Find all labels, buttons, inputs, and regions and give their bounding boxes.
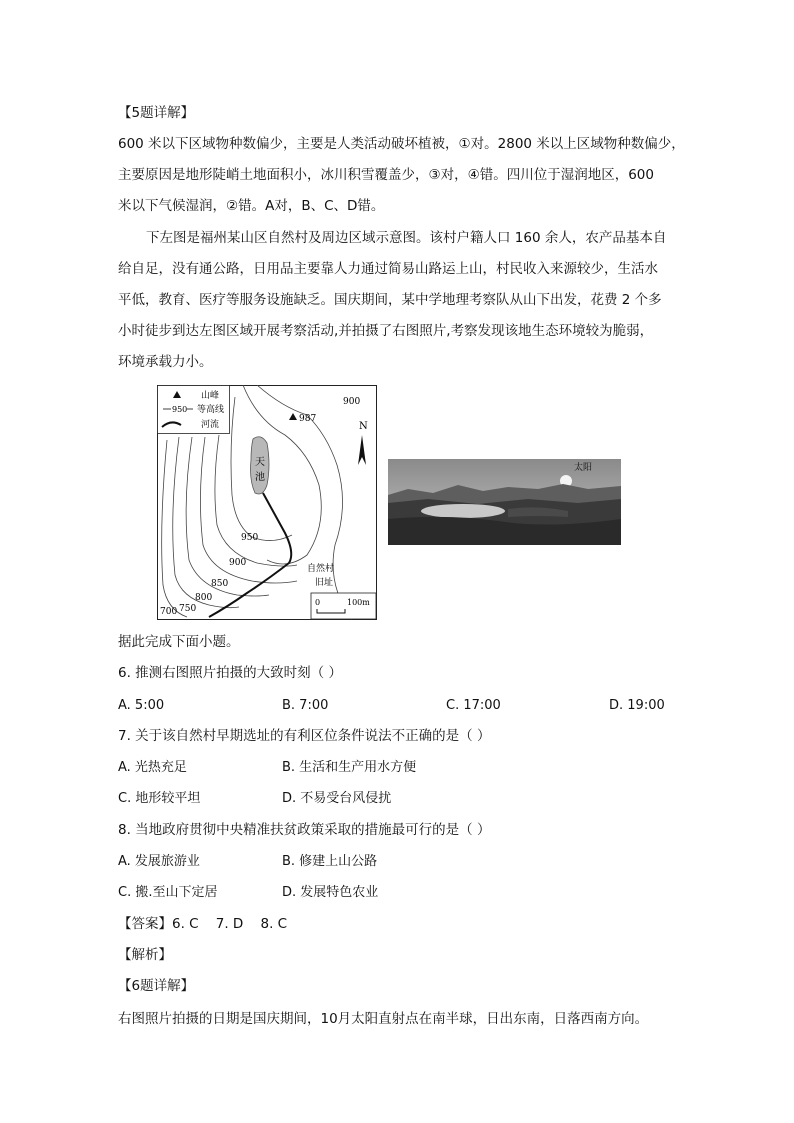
q7-option-a: A. 光热充足	[118, 760, 187, 775]
q8-option-c: C. 搬.至山下定居	[118, 885, 218, 900]
section-6-line-1: 右图照片拍摄的日期是国庆期间，10月太阳直射点在南半球，日出东南，日落西南方向。	[118, 1011, 649, 1027]
contour-label-800: 800	[195, 593, 213, 603]
q6-option-b: B. 7:00	[282, 698, 329, 713]
section-5-heading: 【5题详解】	[118, 105, 195, 121]
analysis-heading: 【解析】	[118, 947, 172, 963]
answer-line: 【答案】6. C 7. D 8. C	[118, 916, 288, 932]
legend-contour-value: 950	[172, 405, 188, 414]
scale-zero: 0	[315, 598, 321, 607]
intro-line-3: 平低，教育、医疗等服务设施缺乏。国庆期间，某中学地理考察队从山下出发，花费 2 个多	[118, 292, 662, 308]
intro-line-1: 下左图是福州某山区自然村及周边区域示意图。该村户籍人口 160 余人，农产品基本自	[146, 230, 667, 246]
section-5-line-2: 主要原因是地形陡峭土地面积小，冰川积雪覆盖少，③对，④错。四川位于湿润地区，600	[118, 167, 654, 183]
section-5-line-3: 米以下气候湿润，②错。A对，B、C、D错。	[118, 198, 385, 214]
lake-label-2: 池	[255, 472, 265, 483]
q6-option-d: D. 19:00	[609, 698, 665, 713]
landscape-photo	[388, 459, 621, 545]
q6-option-a: A. 5:00	[118, 698, 165, 713]
north-label: N	[359, 421, 368, 432]
intro-line-5: 环境承载力小。	[118, 354, 213, 370]
q6-option-c: C. 17:00	[446, 698, 501, 713]
lake-in-photo	[421, 504, 505, 518]
question-6: 6. 推测右图照片拍摄的大致时刻（ ）	[118, 665, 342, 681]
prompt-text: 据此完成下面小题。	[118, 634, 240, 650]
section-5-line-1: 600 米以下区域物种数偏少，主要是人类活动破坏植被，①对。2800 米以上区域物种数偏少，	[118, 136, 685, 152]
village-label-1: 自然村	[307, 564, 335, 574]
contour-label-750: 750	[179, 604, 197, 614]
village-label-2: 旧址	[315, 578, 334, 588]
contour-label-950: 950	[241, 533, 259, 543]
contour-label-900-top: 900	[343, 397, 361, 407]
scale-length: 100m	[347, 598, 370, 607]
q8-option-a: A. 发展旅游业	[118, 854, 200, 869]
q7-option-b: B. 生活和生产用水方便	[282, 760, 417, 775]
q7-option-c: C. 地形较平坦	[118, 791, 201, 806]
q7-option-d: D. 不易受台风侵扰	[282, 791, 392, 806]
legend-peak-label: 山峰	[201, 391, 220, 401]
q8-option-d: D. 发展特色农业	[282, 885, 379, 900]
contour-label-850: 850	[211, 579, 229, 589]
question-8: 8. 当地政府贯彻中央精准扶贫政策采取的措施最可行的是（ ）	[118, 822, 491, 838]
intro-line-2: 给自足，没有通公路，日用品主要靠人力通过简易山路运上山，村民收入来源较少，生活水	[118, 261, 658, 277]
q8-option-b: B. 修建上山公路	[282, 854, 378, 869]
peak-elevation: 987	[299, 414, 317, 424]
lake-label-1: 天	[255, 457, 265, 468]
sun-label: 太阳	[574, 463, 593, 473]
legend-river-label: 河流	[201, 420, 220, 430]
contour-label-700: 700	[160, 607, 178, 617]
section-6-heading: 【6题详解】	[118, 978, 195, 994]
intro-line-4: 小时徒步到达左图区域开展考察活动,并拍摄了右图照片,考察发现该地生态环境较为脆弱，	[118, 323, 654, 339]
legend-contour-label: 等高线	[197, 405, 225, 415]
contour-label-900: 900	[229, 558, 247, 568]
question-7: 7. 关于该自然村早期选址的有利区位条件说法不正确的是（ ）	[118, 728, 491, 744]
contour-map	[157, 385, 377, 620]
